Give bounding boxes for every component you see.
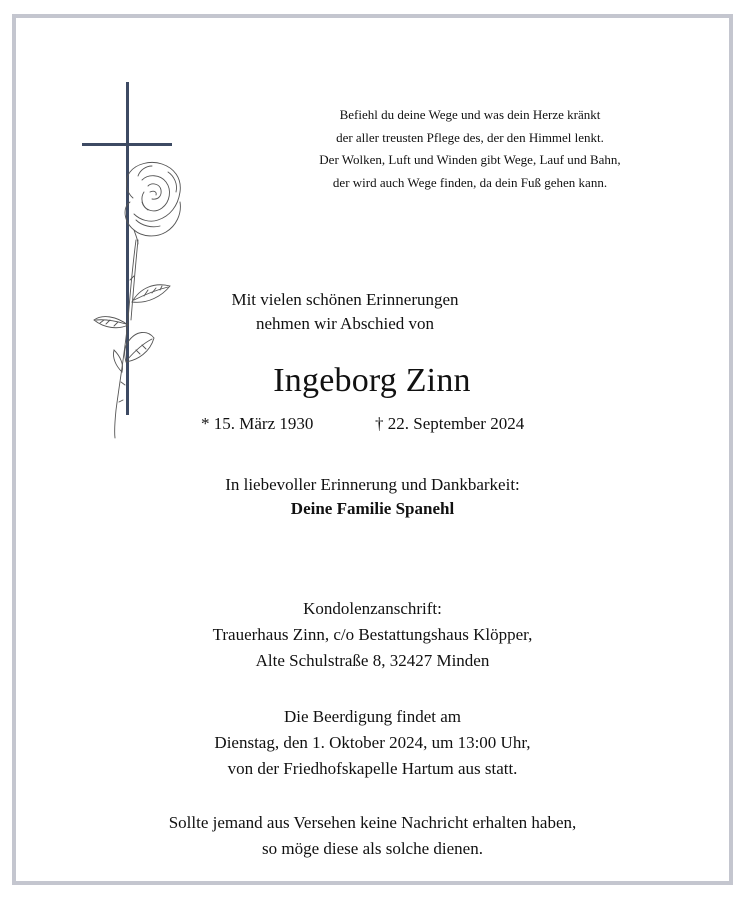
- poem: [270, 104, 670, 194]
- poem-line: der wird auch Wege finden, da dein Fuß gehen kann.: [332, 174, 608, 190]
- condolence-heading: Kondolenzanschrift:: [303, 599, 442, 618]
- funeral-line: von der Friedhofskapelle Hartum aus statt.: [227, 759, 518, 778]
- cross-icon: [82, 82, 172, 415]
- rose-icon: [94, 162, 180, 438]
- funeral-info: [100, 704, 645, 782]
- notice-text: [100, 810, 645, 862]
- thanks-block: [100, 473, 645, 521]
- poem-line: Befiehl du deine Wege und was dein Herze kränkt: [339, 107, 601, 122]
- funeral-line: Dienstag, den 1. Oktober 2024, um 13:00 Uhr,: [214, 733, 531, 752]
- intro-line: nehmen wir Abschied von: [256, 314, 434, 333]
- condolence-address: [100, 596, 645, 674]
- notice-line: Sollte jemand aus Versehen keine Nachricht erhalten haben,: [168, 813, 577, 832]
- deceased-name: Ingeborg Zinn: [273, 362, 471, 399]
- funeral-line: Die Beerdigung findet am: [283, 707, 462, 726]
- poem-line: Der Wolken, Luft und Winden gibt Wege, Lauf und Bahn,: [319, 152, 621, 167]
- family-signature: Deine Familie Spanehl: [290, 499, 455, 518]
- intro-line: Mit vielen schönen Erinnerungen: [231, 290, 459, 309]
- birth-date: * 15. März 1930: [201, 414, 314, 433]
- death-date: † 22. September 2024: [375, 414, 525, 433]
- poem-line: der aller treusten Pflege des, der den Himmel lenkt.: [336, 129, 604, 145]
- thanks-line: In liebevoller Erinnerung und Dankbarkeit:: [225, 475, 520, 494]
- intro-text: [190, 288, 500, 336]
- condolence-line: Trauerhaus Zinn, c/o Bestattungshaus Klöpper,: [212, 625, 533, 644]
- condolence-line: Alte Schulstraße 8, 32427 Minden: [255, 651, 490, 670]
- notice-line: so möge diese als solche dienen.: [262, 839, 483, 858]
